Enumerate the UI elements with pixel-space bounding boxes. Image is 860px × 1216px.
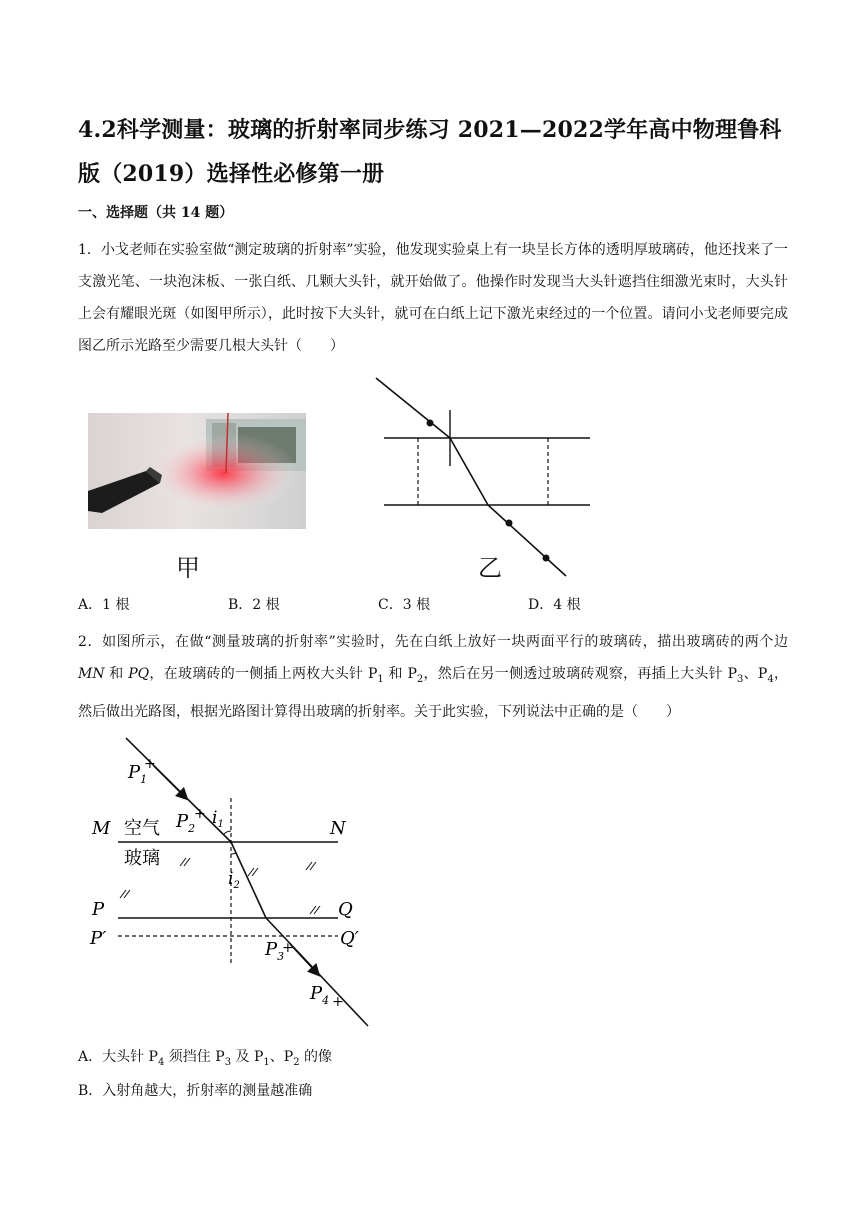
label-P-prime: P′ (90, 928, 107, 949)
label-glass: 玻璃 (124, 848, 160, 869)
label-i1: $i_1$ (212, 808, 224, 830)
option-a[interactable]: A．1 根 (78, 597, 130, 613)
question-2-text: 2．如图所示，在做“测量玻璃的折射率”实验时，先在白纸上放好一块两面平行的玻璃砖，描出玻璃砖的两个边 MN 和 PQ，在玻璃砖的一侧插上两枚大头针 $P_1$ 和 $P_2$，然后在另一侧透过玻璃砖观察，再插上大头针 $P_3$、$P_4$，然后做出光路图，根据光路图计算得出玻璃的折射率。关于此实验，下列说法中正确的是（ ） (78, 634, 788, 720)
pin-plus: + (332, 994, 344, 1010)
pin-dot (506, 520, 513, 527)
option-a-q2[interactable]: A．大头针 $P_4$ 须挡住 $P_3$ 及 $P_1$、$P_2$ 的像 (78, 1049, 333, 1068)
option-b[interactable]: B．2 根 (228, 597, 280, 613)
pin-plus: + (144, 756, 156, 772)
label-air: 空气 (124, 818, 160, 839)
option-b-q2[interactable]: B．入射角越大，折射率的测量越准确 (78, 1083, 313, 1099)
pin-dot (427, 420, 434, 427)
refraction-diagram (84, 730, 384, 1030)
question-1-options (78, 594, 788, 618)
label-Q: Q (338, 899, 353, 920)
label-p1: $P_1$ (128, 762, 148, 786)
label-p3: $P_3$ (265, 939, 285, 963)
option-c[interactable]: C．3 根 (378, 597, 431, 613)
caption-jia: 甲 (176, 554, 200, 582)
pin-dot (543, 555, 550, 562)
question-1-text: 1．小戈老师在实验室做“测定玻璃的折射率”实验，他发现实验桌上有一块呈长方体的透明厚玻璃砖，他还找来了一支激光笔、一块泡沫板、一张白纸、几颗大头针，就开始做了。他操作时发现当大头针遮挡住细激光束时，大头针上会有耀眼光斑（如图甲所示），此时按下大头针，就可在白纸上记下激光束经过的一个位置。请问小戈老师要完成图乙所示光路至少需要几根大头针（ ） (78, 242, 788, 354)
option-d[interactable]: D．4 根 (528, 597, 581, 613)
label-M: M (92, 818, 111, 839)
label-P: P (92, 899, 105, 920)
label-Q-prime: Q′ (340, 928, 359, 949)
label-p2: $P_2$ (176, 811, 196, 835)
caption-yi: 乙 (478, 554, 502, 582)
page-title: 4.2科学测量：玻璃的折射率同步练习 2021—2022学年高中物理鲁科版（2019）选择性必修第一册 (78, 117, 782, 187)
label-p4: $P_4$ (310, 983, 330, 1007)
laser-photo (88, 413, 306, 529)
pin-plus: + (282, 940, 294, 956)
label-i2: $i_2$ (228, 869, 240, 891)
pin-plus: + (194, 806, 206, 822)
label-N: N (330, 818, 346, 839)
section-heading: 一、选择题（共 14 题） (78, 205, 234, 221)
